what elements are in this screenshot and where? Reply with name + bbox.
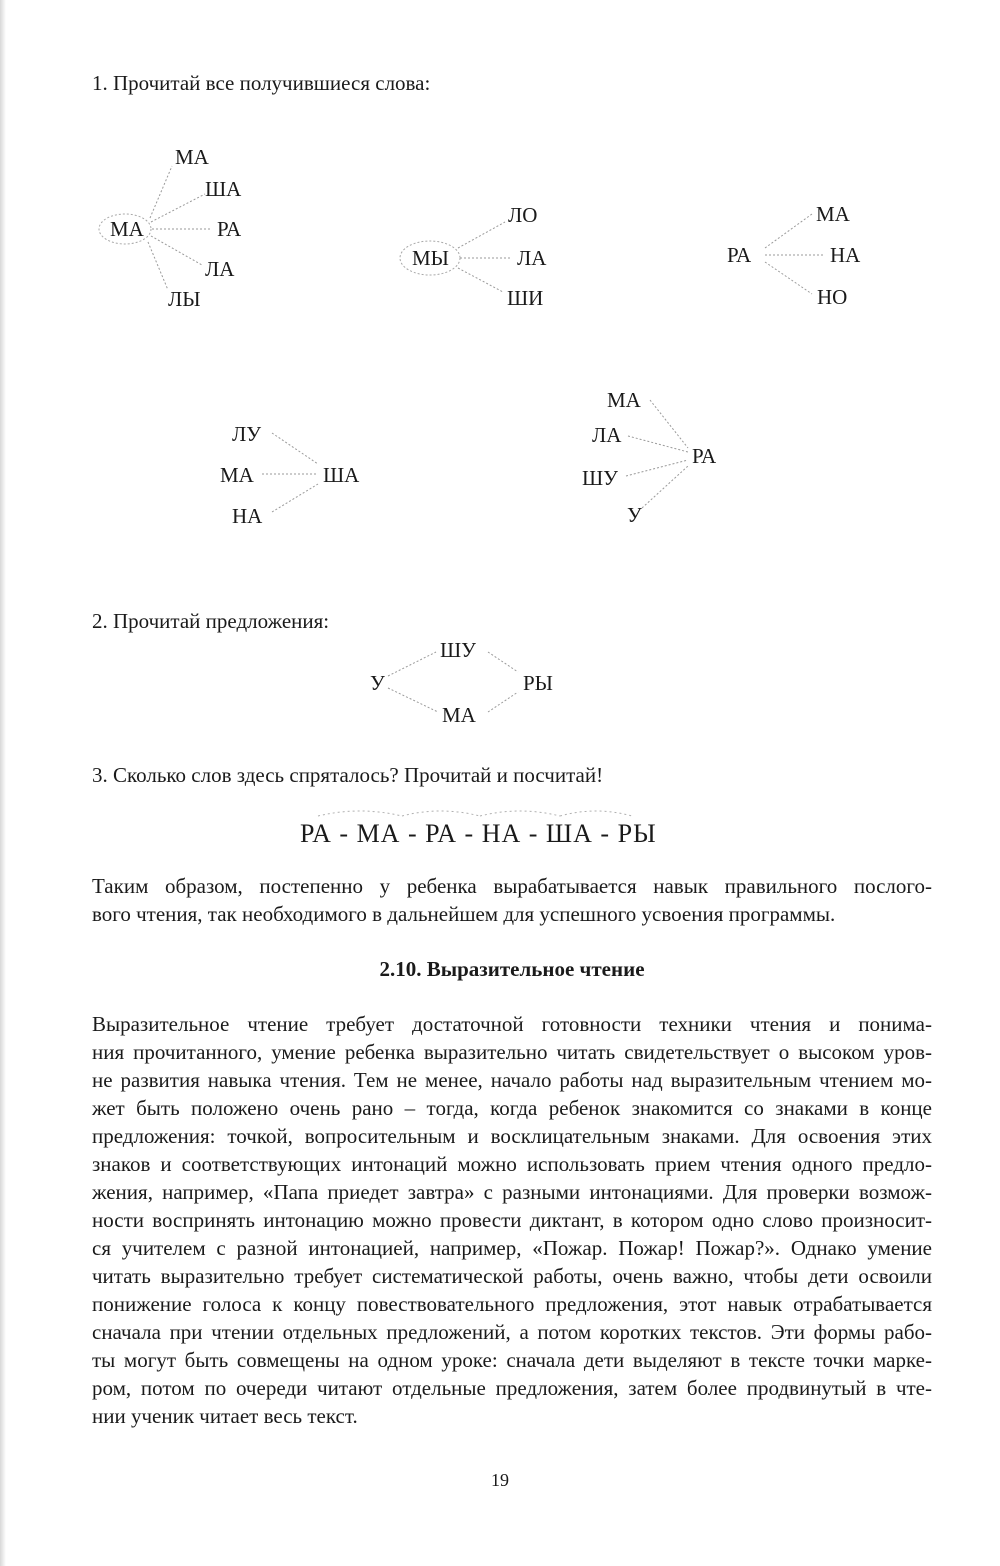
summary-paragraph [92, 872, 932, 928]
paragraph-line: Таким образом, постепенно у ребенка вырабатывается навык правильного послого- [92, 874, 932, 898]
section-title: 2.10. Выразительное чтение [379, 957, 645, 981]
my-tree-leaf: ЛА [517, 246, 547, 270]
sentence-middle-word: ШУ [440, 638, 477, 662]
my-tree-leaf: ЛО [508, 203, 538, 227]
sha-tree-diagram [220, 422, 360, 528]
paragraph-line: знаков и соответствующих интонаций можно использовать прием чтения одного предло- [92, 1152, 932, 1176]
paragraph-line: вого чтения, так необходимого в дальнейшем для успешного усвоения программы. [92, 902, 836, 926]
ra-tree2-leaf: МА [607, 388, 641, 412]
paragraph-line: ты могут быть совмещены на одном уроке: сначала дети выделяют в тексте точки марке- [92, 1348, 932, 1372]
ra-tree-leaf: НО [817, 285, 848, 309]
sentence-end: РЫ [523, 671, 553, 695]
chain-arc [480, 811, 560, 816]
syllable-chain-diagram [300, 811, 657, 848]
paragraph-line: жет быть положено очень рано – тогда, когда ребенок знакомится со знаками в конце [92, 1096, 932, 1120]
sha-tree-leaf: ЛУ [232, 422, 262, 446]
expressive-reading-paragraph [92, 1010, 932, 1430]
ma-tree-diagram [99, 145, 242, 311]
ma-tree-leaf: ЛА [205, 257, 235, 281]
sha-tree-leaf: НА [232, 504, 263, 528]
sentence-diagram [370, 638, 553, 727]
paragraph-line: жения, например, «Папа приедет завтра» с разными интонациями. Для проверки возмож- [92, 1180, 932, 1204]
task-2-heading: 2. Прочитай предложения: [92, 609, 330, 633]
paragraph-line: сначала при чтении отдельных предложений, а потом коротких текстов. Эти формы рабо- [92, 1320, 932, 1344]
sha-tree-leaf: МА [220, 463, 254, 487]
paragraph-line: ности воспринять интонацию можно провести диктант, в котором одно слово произносит- [92, 1208, 932, 1232]
ra-tree-leaf: НА [830, 243, 861, 267]
sha-tree-root: ША [323, 463, 360, 487]
sentence-middle-word: МА [442, 703, 476, 727]
paragraph-line: ся учителем с разной интонацией, например, «Пожар. Пожар! Пожар?». Однако умение [92, 1236, 932, 1260]
ra-tree2-root: РА [692, 444, 717, 468]
ra-tree2-leaf: ЛА [592, 423, 622, 447]
ra-tree-leaf: МА [816, 202, 850, 226]
paragraph-line: понижение голоса к концу повествовательного предложения, этот навык отрабатывается [92, 1292, 932, 1316]
paragraph-line: читать выразительно требует систематической работы, очень важно, чтобы дети освоили [92, 1264, 932, 1288]
ma-tree-root: МА [110, 217, 144, 241]
syllable-chain: РА - МА - РА - НА - ША - РЫ [300, 819, 657, 848]
my-tree-leaf: ШИ [507, 286, 544, 310]
ma-tree-leaf: РА [217, 217, 242, 241]
paragraph-line: ром, потом по очереди читают отдельные предложения, затем более продвинутый в чте- [92, 1376, 932, 1400]
sentence-start: У [370, 671, 385, 695]
ra-tree2-diagram [582, 388, 717, 527]
paragraph-line: нии ученик читает весь текст. [92, 1404, 358, 1428]
page-number: 19 [491, 1470, 509, 1490]
ra-tree2-leaf: ШУ [582, 466, 619, 490]
ra-tree2-leaf: У [627, 503, 642, 527]
paragraph-line: Выразительное чтение требует достаточной готовности техники чтения и понима- [92, 1012, 932, 1036]
chain-arc [560, 811, 632, 816]
my-tree-root: МЫ [412, 246, 449, 270]
paragraph-line: ния прочитанного, умение ребенка выразительно читать свидетельствует о высоком уров- [92, 1040, 932, 1064]
chain-arc [402, 811, 480, 816]
ra-tree-root: РА [727, 243, 752, 267]
task-3-heading: 3. Сколько слов здесь спряталось? Прочитай и посчитай! [92, 763, 604, 787]
ma-tree-leaf: ЛЫ [168, 287, 201, 311]
paragraph-line: предложения: точкой, вопросительным и восклицательным знаками. Для освоения этих [92, 1124, 932, 1148]
chain-arc [318, 811, 402, 816]
ma-tree-leaf: ША [205, 177, 242, 201]
ma-tree-leaf: МА [175, 145, 209, 169]
paragraph-line: не развития навыка чтения. Тем не менее, начало работы над выразительным чтением мо- [92, 1068, 932, 1092]
my-tree-diagram [400, 203, 547, 310]
task-1-heading: 1. Прочитай все получившиеся слова: [92, 71, 431, 95]
ra-tree-diagram [727, 202, 861, 309]
